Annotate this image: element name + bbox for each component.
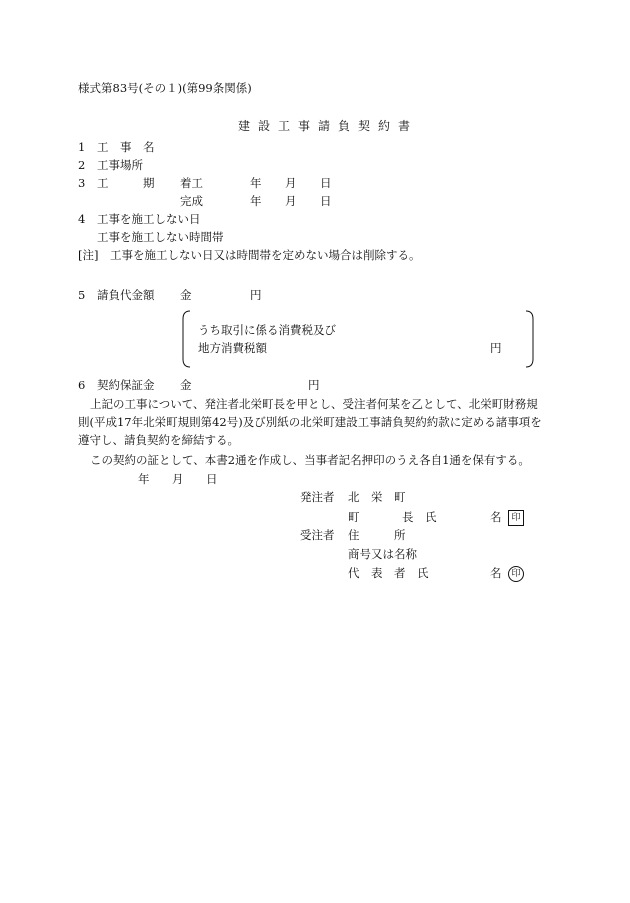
orderer-title-name: 長 氏 — [402, 510, 437, 524]
orderer-mei: 名 — [490, 510, 502, 524]
contractor-label: 受注者 — [300, 528, 335, 542]
item-label-construction-name: 工 事 名 — [97, 140, 155, 154]
contractor-seal-icon: 印 — [508, 566, 524, 582]
tax-bracket — [180, 309, 536, 369]
item-label-period: 工 期 — [97, 176, 155, 190]
item-number-2: 2 — [78, 158, 86, 172]
guarantee-yen: 円 — [308, 378, 320, 392]
guarantee-kin: 金 — [180, 378, 192, 392]
item-label-non-working-hours: 工事を施工しない時間帯 — [97, 230, 224, 244]
body-paragraph-1-line-3: 遵守し、請負契約を締結する。 — [78, 433, 239, 447]
document-title: 建設工事請負契約書 — [238, 119, 419, 133]
orderer-organization: 北 栄 町 — [348, 490, 406, 504]
item-label-contract-amount: 請負代金額 — [97, 288, 155, 302]
body-paragraph-1-line-1: 上記の工事について、発注者北栄町長を甲とし、受注者何某を乙として、北栄町財務規 — [90, 397, 538, 411]
item-number-4: 4 — [78, 212, 86, 226]
amount-kin: 金 — [180, 288, 192, 302]
period-end-month: 月 — [285, 194, 297, 208]
period-start-label: 着工 — [180, 176, 203, 190]
period-end-day: 日 — [320, 194, 332, 208]
item-label-construction-site: 工事場所 — [97, 158, 143, 172]
orderer-label: 発注者 — [300, 490, 335, 504]
period-end-label: 完成 — [180, 194, 203, 208]
item-label-non-working-days: 工事を施工しない日 — [97, 212, 201, 226]
contract-date-month: 月 — [172, 472, 184, 486]
contractor-mei: 名 — [490, 566, 502, 580]
form-id: 様式第83号(その１)(第99条関係) — [78, 81, 252, 95]
orderer-seal-icon: 印 — [508, 510, 524, 526]
tax-yen: 円 — [490, 341, 502, 355]
item-number-3: 3 — [78, 176, 86, 190]
item-number-5: 5 — [78, 288, 86, 302]
tax-label-line1: うち取引に係る消費税及び — [198, 323, 336, 337]
period-start-year: 年 — [250, 176, 262, 190]
contractor-representative-label: 代 表 者 氏 — [348, 566, 429, 580]
note: [注] 工事を施工しない日又は時間帯を定めない場合は削除する。 — [78, 248, 421, 262]
contract-date-year: 年 — [138, 472, 150, 486]
amount-yen: 円 — [250, 288, 262, 302]
period-end-year: 年 — [250, 194, 262, 208]
body-paragraph-1-line-2: 則(平成17年北栄町規則第42号)及び別紙の北栄町建設工事請負契約約款に定める諸事項を — [78, 415, 542, 429]
item-number-6: 6 — [78, 378, 86, 392]
period-start-month: 月 — [285, 176, 297, 190]
item-label-guarantee: 契約保証金 — [97, 378, 155, 392]
contract-date-day: 日 — [206, 472, 218, 486]
orderer-cho: 町 — [348, 510, 360, 524]
contractor-address-label: 住 所 — [348, 528, 406, 542]
item-number-1: 1 — [78, 140, 86, 154]
body-paragraph-2: この契約の証として、本書2通を作成し、当事者記名押印のうえ各自1通を保有する。 — [90, 453, 530, 467]
tax-label-line2: 地方消費税額 — [198, 341, 267, 355]
contractor-trade-name-label: 商号又は名称 — [348, 547, 417, 561]
period-start-day: 日 — [320, 176, 332, 190]
